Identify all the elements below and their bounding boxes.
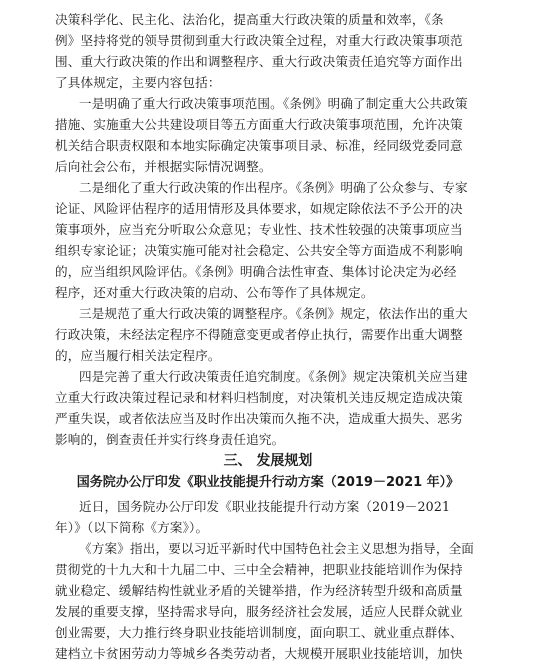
body-line: 四是完善了重大行政决策责任追究制度。《条例》规定决策机关应当建 — [79, 369, 468, 384]
body-line: 二是细化了重大行政决策的作出程序。《条例》明确了公众参与、专家 — [79, 180, 468, 195]
body-line: 近日，国务院办公厅印发《职业技能提升行动方案（2019－2021 — [79, 499, 451, 514]
body-line: 围、重大行政决策的作出和调整程序、重大行政决策责任追究等方面作出 — [55, 54, 463, 69]
body-line: 论证、风险评估程序的适用情形及具体要求，如规定除依法不予公开的决 — [55, 201, 463, 216]
body-line: 的，应当履行相关法定程序。 — [55, 348, 221, 363]
body-line: 一是明确了重大行政决策事项范围。《条例》明确了制定重大公共政策 — [79, 96, 468, 111]
article-heading: 国务院办公厅印发《职业技能提升行动方案（2019－2021 年）》 — [76, 475, 460, 490]
body-line: 创业需要，大力推行终身职业技能培训制度，面向职工、就业重点群体、 — [55, 625, 463, 640]
body-line: 组织专家论证；决策实施可能对社会稳定、公共安全等方面造成不利影响 — [55, 243, 463, 258]
body-line: 年）》（以下简称《方案》）。 — [55, 520, 209, 535]
body-line: 贯彻党的十九大和十九届二中、三中全会精神，把职业技能培训作为保持 — [55, 562, 463, 577]
body-line: 例》坚持将党的领导贯彻到重大行政决策全过程，对重大行政决策事项范 — [55, 33, 463, 48]
body-line: 策事项外，应当充分听取公众意见；专业性、技术性较强的决策事项应当 — [55, 222, 463, 237]
body-line: 三是规范了重大行政决策的调整程序。《条例》规定，依法作出的重大 — [79, 306, 468, 321]
body-line: 建档立卡贫困劳动力等城乡各类劳动者，大规模开展职业技能培训，加快 — [55, 646, 463, 661]
body-line: 后向社会公布，并根据实际情况调整。 — [55, 159, 272, 174]
body-line: 的，应当组织风险评估。《条例》明确合法性审查、集体讨论决定为必经 — [55, 264, 457, 279]
body-line: 就业稳定、缓解结构性就业矛盾的关键举措，作为经济转型升级和高质量 — [55, 583, 463, 598]
body-line: 程序，还对重大行政决策的启动、公布等作了具体规定。 — [55, 285, 374, 300]
body-line: 影响的，倒查责任并实行终身责任追究。 — [55, 432, 285, 447]
body-line: 机关结合职责权限和本地实际确定决策事项目录、标准，经同级党委同意 — [55, 138, 463, 153]
body-line: 严重失误，或者依法应当及时作出决策而久拖不决，造成重大损失、恶劣 — [55, 411, 463, 426]
body-line: 了具体规定，主要内容包括： — [55, 75, 221, 90]
section-title: 三、 发展规划 — [223, 453, 313, 469]
body-line: 《方案》指出，要以习近平新时代中国特色社会主义思想为指导，全面 — [79, 541, 475, 556]
body-line: 发展的重要支撑，坚持需求导向，服务经济社会发展，适应人民群众就业 — [55, 604, 463, 619]
body-line: 决策科学化、民主化、法治化，提高重大行政决策的质量和效率，《条 — [55, 12, 444, 27]
body-line: 立重大行政决策过程记录和材料归档制度，对决策机关违反规定造成决策 — [55, 390, 463, 405]
body-line: 措施、实施重大公共建设项目等五方面重大行政决策事项范围，允许决策 — [55, 117, 463, 132]
body-line: 行政决策，未经法定程序不得随意变更或者停止执行，需要作出重大调整 — [55, 327, 463, 342]
